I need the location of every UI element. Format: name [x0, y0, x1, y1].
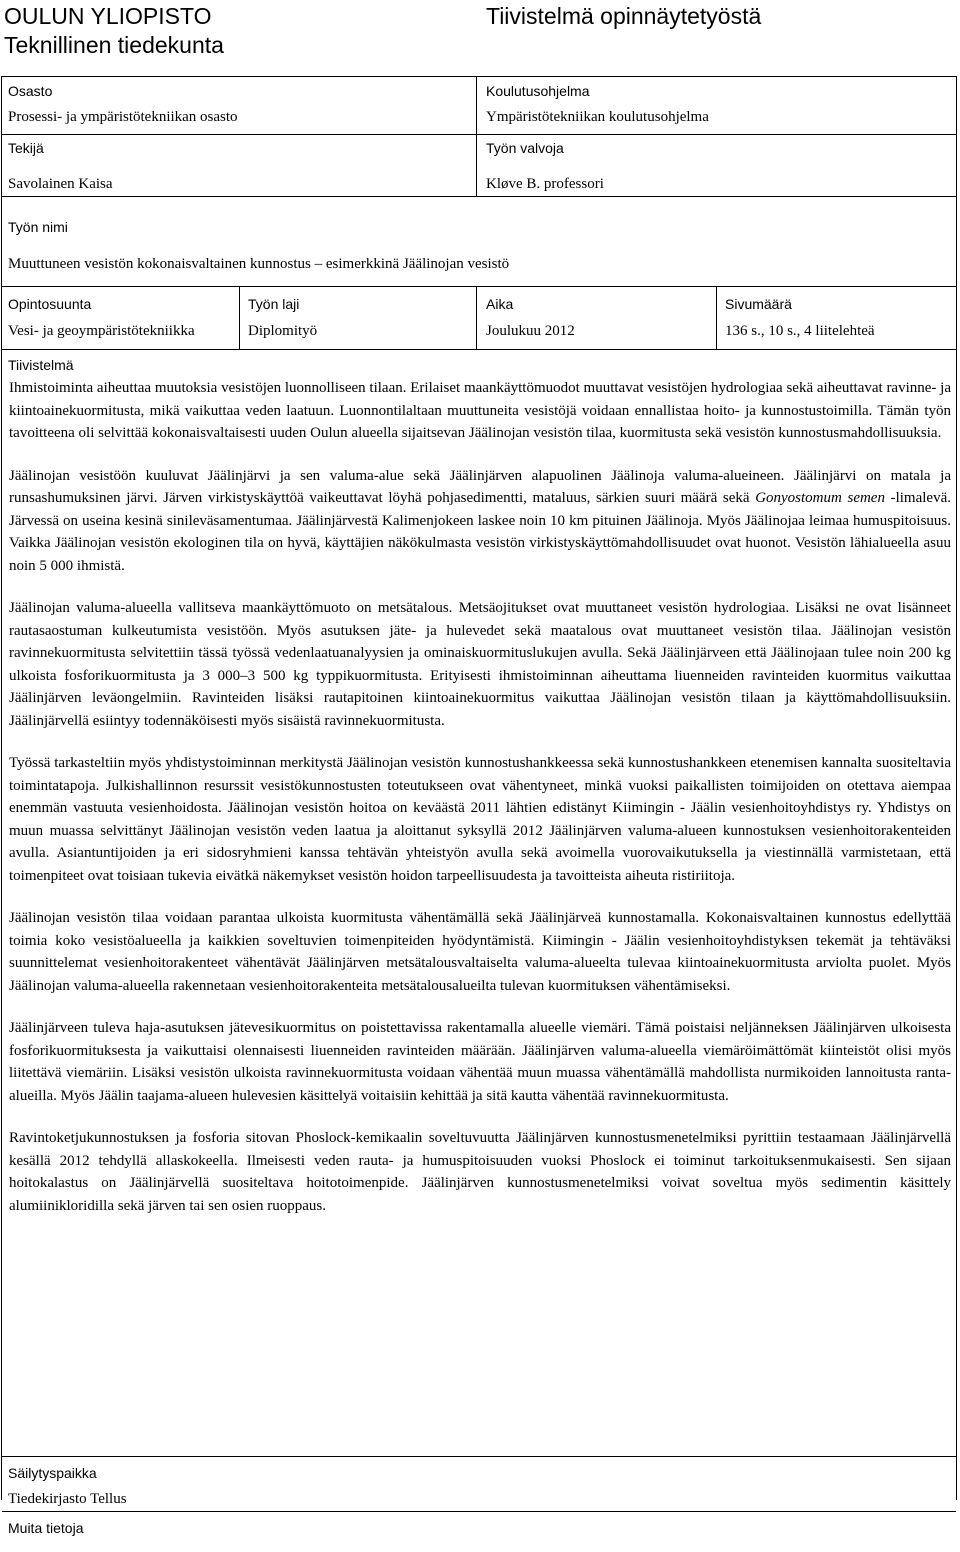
- supervisor-cell: [477, 135, 956, 196]
- abstract-paragraph: Jäälinojan valuma-alueella vallitseva maankäyttömuoto on metsätalous. Metsäojitukset ovat muuttaneet vesistön hydrologiaa. Lisäksi ne ovat lisänneet rautasaostuman kulkeutumista vesistöön. Myös asutuksen jäte- ja hulevedet sekä maatalous ovat muuttaneet vesistön tilaa. Jäälinojan vesistön ravinnekuormitusta selvitettiin tässä työssä vedenlaatuanalyysien ja ominaiskuormituslukujen avulla. Sekä Jäälinjärveen että Jäälinojaan tulee noin 200 kg ulkoista fosforikuormitusta ja 3 000–3 500 kg typpikuormitusta. Erityisesti ihmistoiminnan aiheuttama liuenneiden ravinteiden kuormitus vaikuttaa Jäälinjärven leväongelmiin. Ravinteiden lisäksi rautapitoinen kiintoainekuormitus vaikuttaa Jäälinojan vesistön tilaan ja käyttömahdollisuuksiin. Jäälinjärvellä esiintyy todennäköisesti myös sisäistä ravinnekuormitusta.: [9, 600, 951, 729]
- abstract-form: [1, 76, 957, 1536]
- pages-value: 136 s., 10 s., 4 liitelehteä: [725, 323, 875, 339]
- date-label: Aika: [486, 296, 514, 312]
- document-title: Tiivistelmä opinnäytetyöstä: [486, 3, 762, 29]
- other-info-label: Muita tietoja: [8, 1520, 84, 1536]
- abstract-paragraph: [9, 465, 951, 578]
- row-details: [2, 287, 956, 350]
- storage-value: Tiedekirjasto Tellus: [8, 1491, 127, 1507]
- department-value: Prosessi- ja ympäristötekniikan osasto: [8, 109, 238, 125]
- abstract-text: Jäälinojan vesistöön kuuluvat Jäälinjärvi ja sen valuma-alue sekä Jäälinjärven alapuolinen Jäälinoja valuma-alueineen. Jäälinjärvi on matala ja runsashumuksinen järvi. Järven virkistyskäyttöä vaikeuttavat löyhä pohjasedimentti, mataluus, särkien suuri määrä sekä: [9, 467, 951, 506]
- supervisor-value: Kløve B. professori: [486, 176, 604, 192]
- abstract-paragraph: Ravintoketjukunnostuksen ja fosforia sitovan Phoslock-kemikaalin soveltuvuutta Jäälinjärven kunnostusmenetelmiksi pyrittiin testaamaan Jäälinjärvellä kesällä 2012 tehdyllä allaskokeella. Ilmeisesti veden rauta- ja humuspitoisuuden vuoksi Phoslock ei toiminut tarkoituksenmukaisesti. Sen sijaan hoitokalastus on Jäälinjärvellä suositeltava hoitotoimenpide. Jäälinjärven kunnostusmenetelmiksi voivat soveltua myös sedimentin käsittely alumiinikloridilla sekä järven tai sen osien ruoppaus.: [9, 1130, 951, 1214]
- university-name: OULUN YLIOPISTO: [4, 3, 212, 29]
- major-label: Opintosuunta: [8, 296, 92, 312]
- abstract-label: Tiivistelmä: [8, 357, 74, 373]
- date-cell: [477, 287, 717, 349]
- supervisor-label: Työn valvoja: [486, 140, 564, 156]
- abstract-paragraph: Työssä tarkasteltiin myös yhdistystoiminnan merkitystä Jäälinojan vesistön kunnostushankkeessa sekä kunnostushankkeen etenemisen kannalta suositeltavia toimintatapoja. Julkishallinnon resurssit vesistökunnostusten toteutukseen ovat vähentyneet, minkä vuoksi paikallisten toimijoiden on otettava aiempaa enemmän vastuuta vesienhoidosta. Jäälinojan vesistön hoitoa on keväästä 2011 lähtien edistänyt Kiimingin - Jäälin vesienhoitoyhdistys ry. Yhdistys on muun muassa selvittänyt Jäälinojan vesistön veden laatua ja aloittanut syksyllä 2012 Jäälinjärven valuma-alueen kunnostuksen vesienhoitorakenteiden avulla. Asiantuntijoiden ja eri sidosryhmieni kanssa tehtävän yhteistyön avulla sekä avoimella vuorovaikutuksella ja viestinnällä varmistetaan, että toimenpiteet ovat toisiaan tukevia eivätkä näkemykset vesistön hoidon tarpeellisuudesta ja tavoitteista aiheuta ristiriitoja.: [9, 755, 951, 884]
- row-storage: [2, 1457, 956, 1512]
- thesis-title-label: Työn nimi: [8, 219, 68, 235]
- author-value: Savolainen Kaisa: [8, 176, 113, 192]
- pages-cell: [717, 287, 956, 349]
- date-value: Joulukuu 2012: [486, 323, 575, 339]
- thesis-title-value: Muuttuneen vesistön kokonaisvaltainen kunnostus – esimerkkinä Jäälinojan vesistö: [8, 256, 510, 272]
- department-label: Osasto: [8, 83, 53, 99]
- abstract-paragraph: Jäälinjärveen tuleva haja-asutuksen jätevesikuormitus on poistettavissa rakentamalla alueelle viemäri. Tämä poistaisi neljänneksen Jäälinjärven ulkoisesta fosforikuormituksesta ja vaikuttaisi olennaisesti liuenneiden ravinteiden määrään. Jäälinjärven valuma-alueella viemäröimättömät kiinteistöt olisi myös liitettävä viemäriin. Lisäksi vesistön ulkoista ravinnekuormitusta voidaan vähentää muun muassa vähentämällä mahdollista nurmikoiden lannoitusta ranta-alueilla. Myös Jäälin taajama-alueen hulevesien käsittelyä voitaisiin kehittää ja sitä kautta vähentää ravinnekuormitusta.: [9, 1020, 951, 1104]
- programme-cell: [477, 77, 956, 134]
- programme-label: Koulutusohjelma: [486, 83, 590, 99]
- author-label: Tekijä: [8, 140, 44, 156]
- storage-label: Säilytyspaikka: [8, 1465, 97, 1481]
- row-thesis-title: [2, 197, 956, 287]
- row-author-supervisor: [2, 135, 956, 197]
- faculty-name: Teknillinen tiedekunta: [4, 32, 224, 58]
- abstract-paragraph: Ihmistoiminta aiheuttaa muutoksia vesistöjen luonnolliseen tilaan. Erilaiset maankäyttömuodot muuttavat vesistöjen hydrologiaa sekä aiheuttavat ravinne- ja kiintoainekuormitusta, mikä vaikuttaa veden laatuun. Luonnontilaltaan muuttuneita vesistöjä voidaan ennallistaa hoito- ja kunnostustoimilla. Tämän työn tavoitteena oli selvittää kokonaisvaltaisesti uuden Oulun alueella sijaitsevan Jäälinojan vesistön tilaa, kuormitusta sekä vesistön kunnostusmahdollisuuksia.: [9, 380, 951, 441]
- abstract-text: -limalevä. Järvessä on useina kesinä sinileväsamentumaa. Jäälinjärvestä Kalimenjokeen laskee noin 10 km pituinen Jäälinoja. Myös Jäälinojaa leimaa humuspitoisuus. Vaikka Jäälinojan vesistön ekologinen tila on hyvä, käyttäjien näkökulmasta vesistön virkistyskäyttömahdollisuudet ovat huonot. Vesistön lähialueella asuu noin 5 000 ihmistä.: [9, 490, 951, 574]
- programme-value: Ympäristötekniikan koulutusohjelma: [486, 109, 709, 125]
- work-type-value: Diplomityö: [248, 323, 318, 339]
- abstract-body: [9, 377, 951, 1237]
- department-cell: [2, 77, 477, 134]
- pages-label: Sivumäärä: [725, 296, 792, 312]
- row-other-info: [2, 1512, 956, 1552]
- work-type-label: Työn laji: [248, 296, 300, 312]
- work-type-cell: [240, 287, 477, 349]
- row-department-programme: [2, 77, 956, 135]
- major-cell: [2, 287, 240, 349]
- species-name: Gonyostomum semen: [755, 490, 885, 506]
- abstract-paragraph: Jäälinojan vesistön tilaa voidaan parantaa ulkoista kuormitusta vähentämällä sekä Jäälinjärveä kunnostamalla. Kokonaisvaltainen kunnostus edellyttää toimia koko vesistöalueella ja kaikkien soveltuvien toimenpiteiden hyödyntämistä. Kiimingin - Jäälin vesienhoitoyhdistyksen tekemät ja tehtäväksi suunnittelemat vesienhoitorakenteet vähentävät Jäälinjärven metsätalousvaltaiselta valuma-alueelta tulevaa kiintoainekuormitusta arviolta puolet. Myös Jäälinojan valuma-alueella rakennetaan vesienhoitorakenteita metsätalousalueilta tulevan kuormituksen vähentämiseksi.: [9, 910, 951, 994]
- major-value: Vesi- ja geoympäristötekniikka: [8, 323, 195, 339]
- page-header: [0, 0, 960, 60]
- author-cell: [2, 135, 477, 196]
